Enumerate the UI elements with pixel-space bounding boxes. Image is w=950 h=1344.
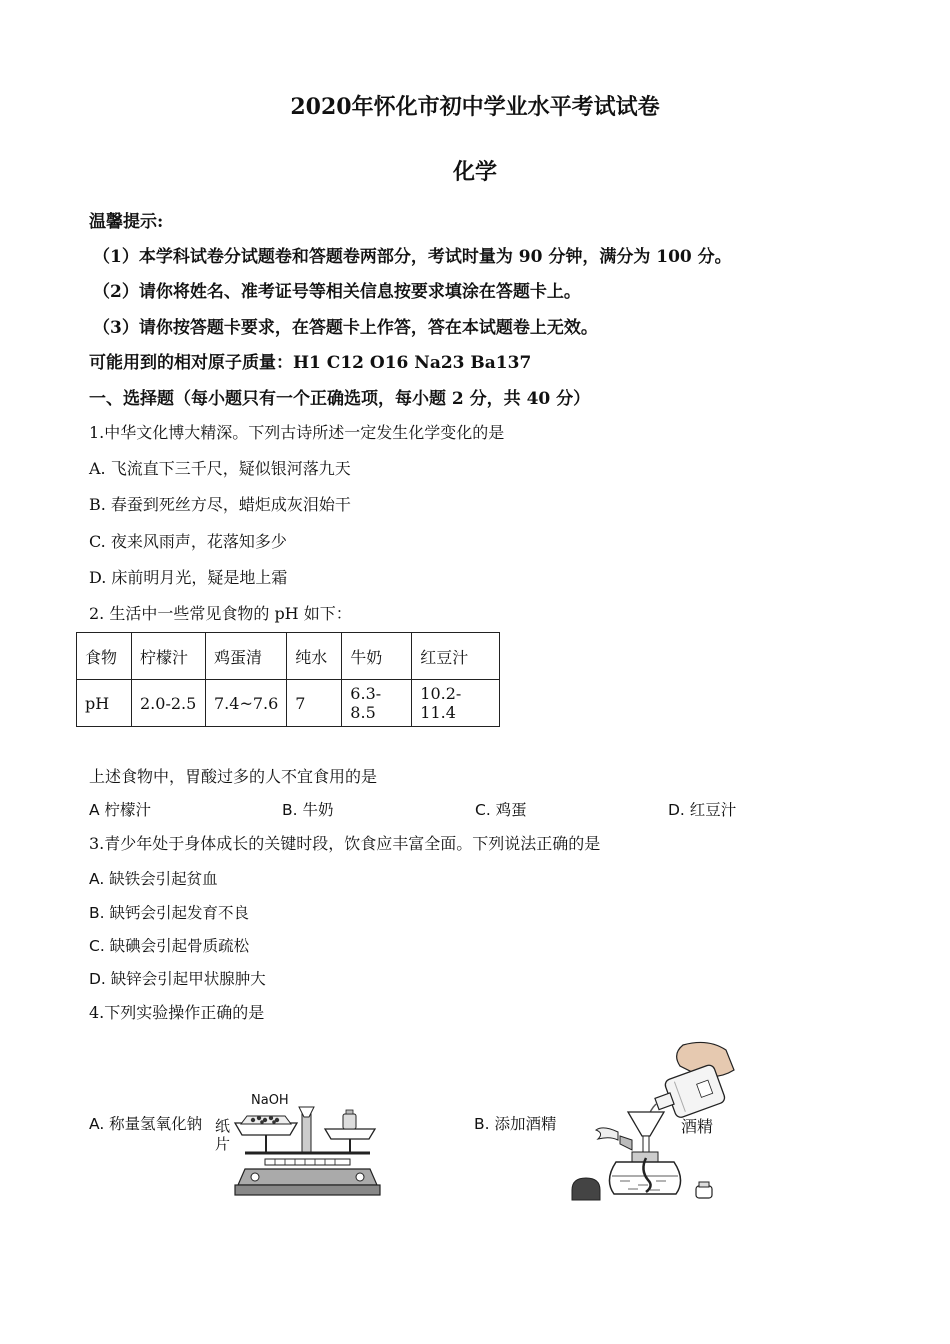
q1-option-c: C. 夜来风雨声，花落知多少 bbox=[89, 532, 287, 551]
ph-table-header-row bbox=[77, 633, 500, 680]
atomic-mass-line: 可能用到的相对原子质量：H1 C12 O16 Na23 Ba137 bbox=[89, 353, 532, 373]
q3-option-d: D. 缺锌会引起甲状腺肿大 bbox=[89, 970, 266, 988]
ph-table-cell: 6.3-8.5 bbox=[342, 680, 412, 727]
ph-table-cell: 7 bbox=[287, 680, 342, 727]
q1-stem: 1.中华文化博大精深。下列古诗所述一定发生化学变化的是 bbox=[89, 423, 505, 442]
ph-table-cell: 食物 bbox=[77, 633, 132, 680]
q2-question: 上述食物中，胃酸过多的人不宜食用的是 bbox=[89, 767, 378, 786]
naoh-label: NaOH bbox=[251, 1093, 289, 1108]
notice-item-1: （1）本学科试卷分试题卷和答题卷两部分，考试时量为 90 分钟，满分为 100 分。 bbox=[93, 247, 732, 267]
notice-item-3: （3）请你按答题卡要求，在答题卡上作答，答在本试题卷上无效。 bbox=[93, 318, 598, 338]
q4-option-a-label: A. 称量氢氧化钠 bbox=[89, 1115, 203, 1133]
q2-option-b: B. 牛奶 bbox=[282, 801, 334, 819]
q2-option-d: D. 红豆汁 bbox=[668, 801, 737, 819]
paper-label-1: 纸 bbox=[215, 1117, 231, 1135]
q2-option-a: A 柠檬汁 bbox=[89, 801, 152, 819]
q2-option-c: C. 鸡蛋 bbox=[475, 801, 527, 819]
ph-table-cell: 红豆汁 bbox=[412, 633, 500, 680]
subject-title: 化学 bbox=[452, 159, 497, 185]
balance-scale-figure bbox=[205, 1085, 390, 1200]
q3-option-a: A. 缺铁会引起贫血 bbox=[89, 870, 218, 888]
q3-option-b: B. 缺钙会引起发育不良 bbox=[89, 904, 249, 922]
q3-stem: 3.青少年处于身体成长的关键时段，饮食应丰富全面。下列说法正确的是 bbox=[89, 834, 601, 853]
q2-stem: 2. 生活中一些常见食物的 pH 如下： bbox=[89, 604, 352, 623]
ph-table-cell: 10.2-11.4 bbox=[412, 680, 500, 727]
ph-table-value-row bbox=[77, 680, 500, 727]
ph-table-cell: 7.4~7.6 bbox=[206, 680, 287, 727]
q1-option-a: A. 飞流直下三千尺，疑似银河落九天 bbox=[89, 459, 351, 478]
paper-label-2: 片 bbox=[215, 1135, 231, 1153]
alcohol-lamp-figure bbox=[568, 1040, 758, 1202]
ph-table-cell: pH bbox=[77, 680, 132, 727]
notice-heading: 温馨提示: bbox=[89, 212, 164, 232]
q4-stem: 4.下列实验操作正确的是 bbox=[89, 1003, 265, 1022]
q1-option-b: B. 春蚕到死丝方尽，蜡炬成灰泪始干 bbox=[89, 495, 351, 514]
section-heading: 一、选择题（每小题只有一个正确选项，每小题 2 分，共 40 分） bbox=[89, 389, 591, 409]
notice-item-2: （2）请你将姓名、准考证号等相关信息按要求填涂在答题卡上。 bbox=[93, 282, 581, 302]
ph-table-cell: 鸡蛋清 bbox=[206, 633, 287, 680]
alcohol-label: 酒精 bbox=[681, 1117, 714, 1136]
exam-title: 2020年怀化市初中学业水平考试试卷 bbox=[290, 94, 660, 120]
q4-option-b-label: B. 添加酒精 bbox=[474, 1115, 557, 1133]
ph-table-cell: 纯水 bbox=[287, 633, 342, 680]
ph-table-cell: 牛奶 bbox=[342, 633, 412, 680]
ph-table-cell: 柠檬汁 bbox=[132, 633, 206, 680]
ph-table-cell: 2.0-2.5 bbox=[132, 680, 206, 727]
q3-option-c: C. 缺碘会引起骨质疏松 bbox=[89, 937, 250, 955]
q1-option-d: D. 床前明月光，疑是地上霜 bbox=[89, 568, 288, 587]
ph-table bbox=[76, 632, 500, 727]
